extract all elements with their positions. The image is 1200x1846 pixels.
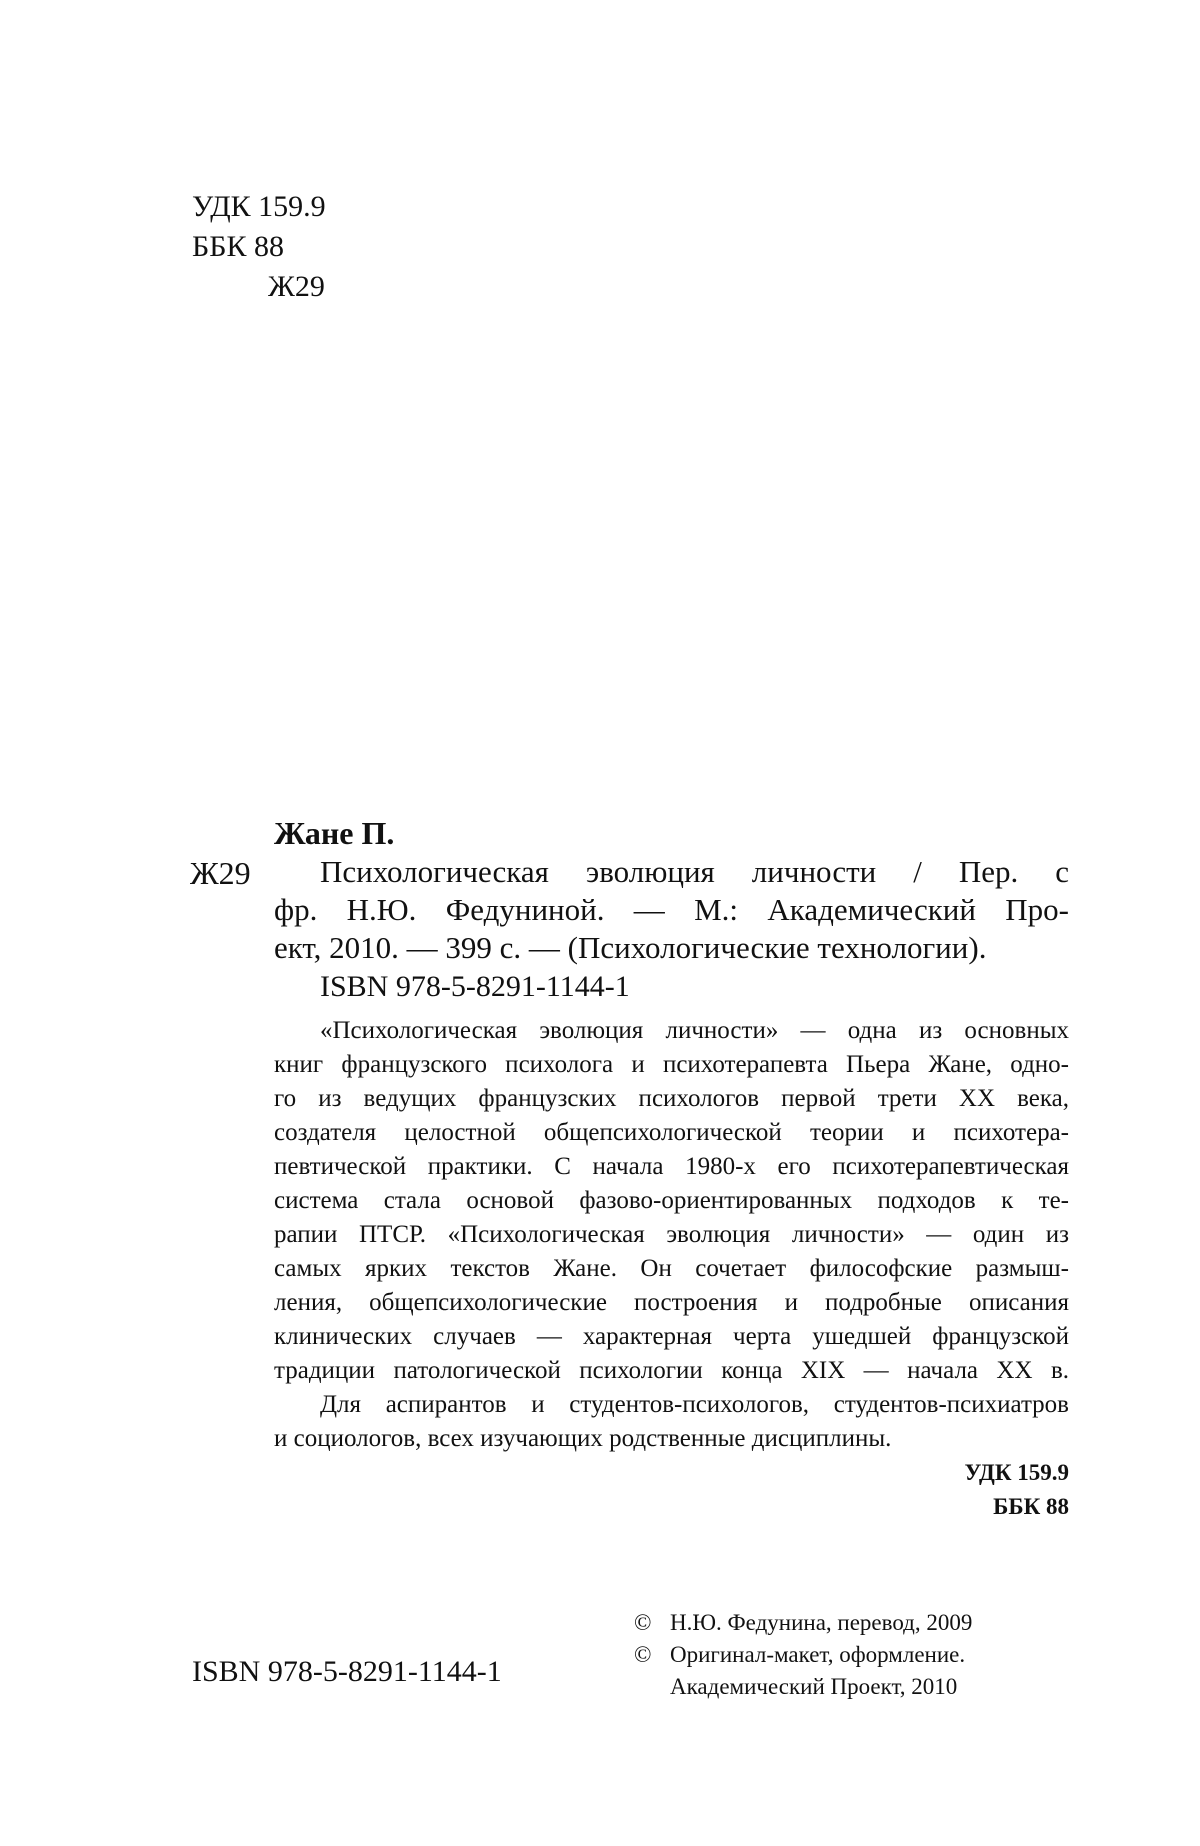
copyright-line (634, 1671, 972, 1703)
annotation-line: ления, общепсихологические построения и подробные описания (274, 1289, 1069, 1316)
copyright-line (634, 1607, 972, 1639)
annotation-line: го из ведущих французских психологов первой трети XX века, (274, 1085, 1069, 1112)
bibliographic-description (274, 853, 1069, 967)
annotation-line: певтической практики. С начала 1980-х его психотерапевтическая (274, 1153, 1069, 1180)
annotation (274, 1014, 1069, 1456)
isbn-record: ISBN 978-5-8291-1144-1 (320, 970, 630, 1003)
isbn-bottom: ISBN 978-5-8291-1144-1 (192, 1655, 502, 1688)
author-mark-record: Ж29 (190, 855, 251, 891)
copyright-sign: © (634, 1642, 652, 1667)
annotation-line: «Психологическая эволюция личности» — одна из основных (320, 1017, 1069, 1044)
bib-line: ект, 2010. — 399 с. — (Психологические технологии). (274, 930, 987, 965)
annotation-line: рапии ПТСР. «Психологическая эволюция личности» — один из (274, 1221, 1069, 1248)
bbk-code-bottom: ББК 88 (993, 1494, 1069, 1519)
udk-code-bottom: УДК 159.9 (964, 1460, 1069, 1485)
bbk-code-top: ББК 88 (192, 230, 284, 263)
bib-line: фр. Н.Ю. Федуниной. — М.: Академический Про- (274, 892, 1069, 927)
copyright-line (634, 1639, 972, 1671)
annotation-line: и социологов, всех изучающих родственные дисциплины. (274, 1425, 892, 1452)
annotation-line: самых ярких текстов Жане. Он сочетает философские размыш- (274, 1255, 1069, 1282)
copyright-block (634, 1607, 972, 1703)
annotation-line: Для аспирантов и студентов-психологов, студентов-психиатров (320, 1391, 1069, 1418)
copyright-translation: Н.Ю. Федунина, перевод, 2009 (670, 1610, 973, 1635)
annotation-line: книг французского психолога и психотерапевта Пьера Жане, одно- (274, 1051, 1069, 1078)
udk-code-top: УДК 159.9 (192, 190, 326, 223)
copyright-sign: © (634, 1610, 652, 1635)
copyright-publisher: Академический Проект, 2010 (670, 1674, 958, 1699)
annotation-line: традиции патологической психологии конца XIX — начала XX в. (274, 1357, 1069, 1384)
annotation-line: создателя целостной общепсихологической теории и психотера- (274, 1119, 1069, 1146)
bib-line: Психологическая эволюция личности / Пер. с (320, 854, 1069, 889)
copyright-layout: Оригинал-макет, оформление. (670, 1642, 966, 1667)
author-mark-top: Ж29 (268, 270, 325, 303)
author-heading: Жане П. (274, 815, 395, 851)
annotation-line: клинических случаев — характерная черта ушедшей французской (274, 1323, 1069, 1350)
annotation-line: система стала основой фазово-ориентированных подходов к те- (274, 1187, 1069, 1214)
